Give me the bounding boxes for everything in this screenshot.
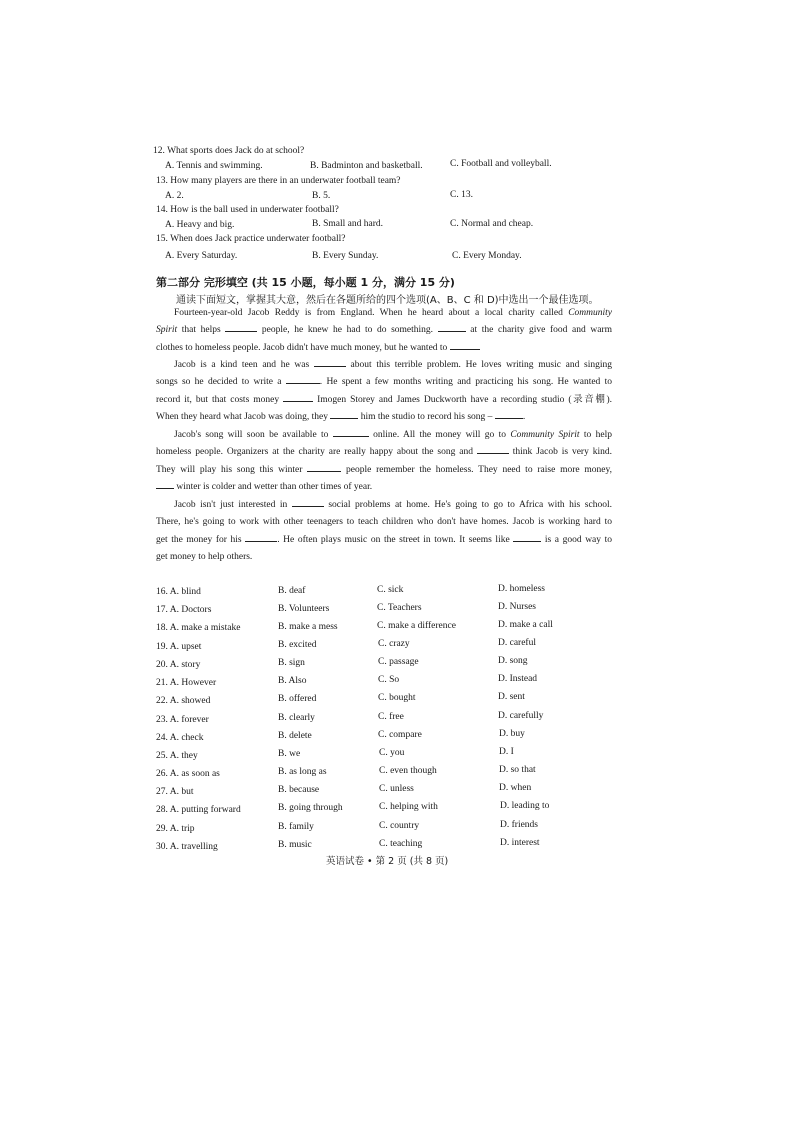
blank-18[interactable] xyxy=(450,341,480,350)
option-12c: C. Football and volleyball. xyxy=(450,159,552,169)
option-item: B. clearly xyxy=(278,713,315,723)
option-item: 18. A. make a mistake xyxy=(156,623,241,633)
option-14b: B. Small and hard. xyxy=(312,219,383,229)
option-item: D. carefully xyxy=(498,711,544,721)
option-item: D. when xyxy=(499,783,532,793)
section-heading: 第二部分 完形填空 (共 15 小题，每小题 1 分，满分 15 分) xyxy=(156,276,455,289)
option-item: 24. A. check xyxy=(156,733,204,743)
option-item: B. delete xyxy=(278,731,312,741)
option-item: B. Also xyxy=(278,676,307,686)
option-item: B. offered xyxy=(278,694,317,704)
option-item: C. teaching xyxy=(379,839,423,849)
option-item: C. country xyxy=(379,821,420,831)
option-15a: A. Every Saturday. xyxy=(165,251,238,261)
blank-25[interactable] xyxy=(477,445,509,454)
option-13c: C. 13. xyxy=(450,190,473,200)
option-item: C. compare xyxy=(378,730,422,740)
passage-paragraph-1: Fourteen-year-old Jacob Reddy is from England. When he heard about a local charity called Community Spirit that helps people, he knew he had to do something. at the charity give food and warm clothes to homeless people. Jacob didn't have much money, but he wanted to xyxy=(156,308,612,353)
passage-paragraph-4: Jacob isn't just interested in social problems at home. He's going to go to Africa with his school. There, he's going to work with other teenagers to teach children who don't have homes. Jacob is working hard to get the money for his . He often plays music on the street in town. It seems like is a good way to get money to help others. xyxy=(156,500,612,562)
blank-30[interactable] xyxy=(513,533,541,542)
section-instruction: 通读下面短文，掌握其大意，然后在各题所给的四个选项(A、B、C 和 D)中选出一个最佳选项。 xyxy=(176,295,599,306)
option-item: B. deaf xyxy=(278,586,306,596)
blank-22[interactable] xyxy=(330,410,358,419)
option-item: D. Nurses xyxy=(498,602,536,612)
option-item: D. sent xyxy=(498,692,525,702)
blank-20[interactable] xyxy=(286,375,320,384)
option-item: C. So xyxy=(378,675,400,685)
option-item: 26. A. as soon as xyxy=(156,769,220,779)
page-footer: 英语试卷 • 第 2 页 (共 8 页) xyxy=(326,856,449,867)
option-item: B. going through xyxy=(278,803,343,813)
option-item: C. crazy xyxy=(378,639,410,649)
option-item: C. bought xyxy=(378,693,416,703)
option-item: C. sick xyxy=(377,585,404,595)
option-item: C. make a difference xyxy=(377,621,456,631)
option-12a: A. Tennis and swimming. xyxy=(165,161,263,171)
blank-21[interactable] xyxy=(283,393,313,402)
option-item: D. interest xyxy=(500,838,540,848)
option-item: B. Volunteers xyxy=(278,604,330,614)
option-item: C. helping with xyxy=(379,802,438,812)
blank-29[interactable] xyxy=(245,533,277,542)
option-item: 23. A. forever xyxy=(156,715,209,725)
option-item: C. Teachers xyxy=(377,603,422,613)
option-item: B. we xyxy=(278,749,301,759)
option-item: B. sign xyxy=(278,658,305,668)
option-item: C. unless xyxy=(379,784,414,794)
blank-23[interactable] xyxy=(495,410,523,419)
option-item: 25. A. they xyxy=(156,751,198,761)
option-item: B. family xyxy=(278,822,314,832)
option-15c: C. Every Monday. xyxy=(452,251,522,261)
option-item: C. passage xyxy=(378,657,419,667)
question-15: 15. When does Jack practice underwater football? xyxy=(156,234,346,244)
option-item: 30. A. travelling xyxy=(156,842,218,852)
option-14a: A. Heavy and big. xyxy=(165,220,235,230)
passage-paragraph-2: Jacob is a kind teen and he was about this terrible problem. He loves writing music and singing songs so he decided to write a . He spent a few months writing and practicing his song. He wanted to record it, but that costs money Imogen Storey and James Duckworth have a recording studio (录音棚). When they heard what Jacob was doing, they him the studio to record his song – . xyxy=(156,360,613,422)
option-item: B. excited xyxy=(278,640,317,650)
question-12: 12. What sports does Jack do at school? xyxy=(153,146,305,156)
blank-17[interactable] xyxy=(438,323,466,332)
option-item: 29. A. trip xyxy=(156,824,195,834)
question-13: 13. How many players are there in an underwater football team? xyxy=(156,176,401,186)
option-item: D. careful xyxy=(498,638,536,648)
option-item: B. because xyxy=(278,785,320,795)
option-item: D. homeless xyxy=(498,584,545,594)
option-item: D. I xyxy=(499,747,514,757)
option-item: D. make a call xyxy=(498,620,553,630)
option-item: 19. A. upset xyxy=(156,642,202,652)
option-14c: C. Normal and cheap. xyxy=(450,219,534,229)
option-item: D. Instead xyxy=(498,674,538,684)
blank-19[interactable] xyxy=(314,358,346,367)
option-item: C. you xyxy=(379,748,405,758)
option-item: 27. A. but xyxy=(156,787,194,797)
blank-26[interactable] xyxy=(307,463,341,472)
option-item: B. make a mess xyxy=(278,622,338,632)
option-item: D. friends xyxy=(500,820,538,830)
option-item: D. buy xyxy=(499,729,525,739)
option-12b: B. Badminton and basketball. xyxy=(310,161,423,171)
option-item: 17. A. Doctors xyxy=(156,605,212,615)
question-14: 14. How is the ball used in underwater football? xyxy=(156,205,339,215)
blank-16[interactable] xyxy=(225,323,257,332)
option-item: D. song xyxy=(498,656,528,666)
blank-24[interactable] xyxy=(333,428,369,437)
option-item: 16. A. blind xyxy=(156,587,201,597)
passage-paragraph-3: Jacob's song will soon be available to online. All the money will go to Community Spirit to help homeless people. Organizers at the charity are really happy about the song and think Jacob is very kind. They will play his song this winter people remember the homeless. They need to raise more money, winter is colder and wetter than other times of year. xyxy=(156,430,613,492)
option-item: D. leading to xyxy=(500,801,550,811)
option-item: 28. A. putting forward xyxy=(156,805,241,815)
option-item: 20. A. story xyxy=(156,660,201,670)
option-item: 22. A. showed xyxy=(156,696,211,706)
option-item: D. so that xyxy=(499,765,536,775)
option-13b: B. 5. xyxy=(312,191,331,201)
blank-27[interactable] xyxy=(156,480,174,489)
blank-28[interactable] xyxy=(292,498,324,507)
option-item: 21. A. However xyxy=(156,678,217,688)
option-item: C. free xyxy=(378,712,404,722)
option-13a: A. 2. xyxy=(165,191,184,201)
option-item: B. as long as xyxy=(278,767,327,777)
option-item: C. even though xyxy=(379,766,437,776)
option-15b: B. Every Sunday. xyxy=(312,251,379,261)
option-item: B. music xyxy=(278,840,312,850)
